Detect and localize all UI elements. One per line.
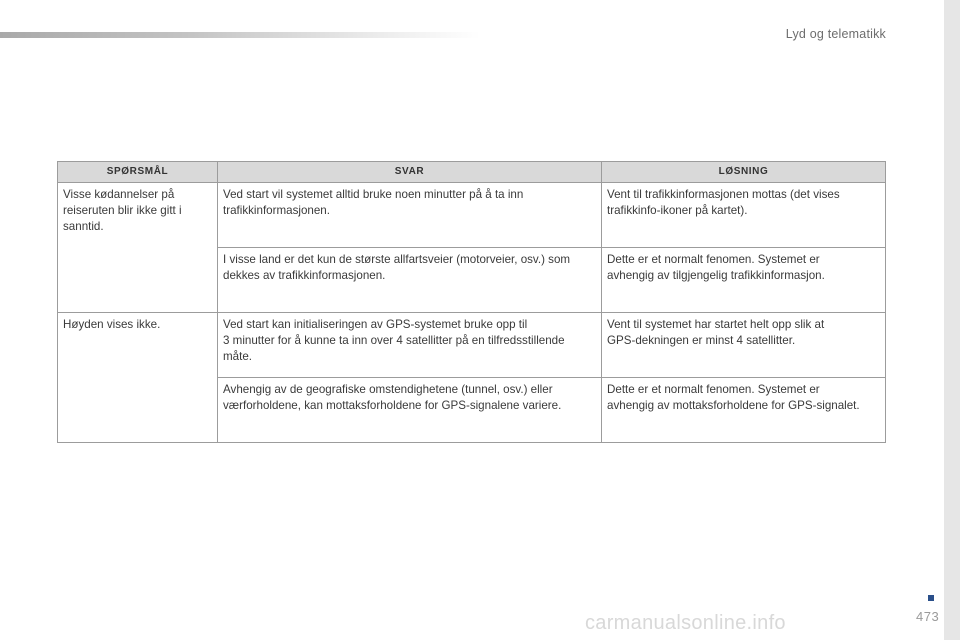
answer-text: Ved start kan initialiseringen av GPS-systemet bruke opp til 3 minutter for å kunne ta inn over 4 satellitter på en tilfredsstillende måte.	[223, 318, 565, 363]
column-header-question: SPØRSMÅL	[58, 162, 218, 183]
question-text: Høyden vises ikke.	[63, 318, 161, 331]
column-header-answer: SVAR	[218, 162, 602, 183]
solution-text: Dette er et normalt fenomen. Systemet er avhengig av tilgjengelig trafikkinformasjon.	[607, 253, 825, 282]
question-cell	[58, 183, 218, 313]
table-row	[58, 183, 886, 248]
solution-cell	[602, 248, 886, 313]
answer-cell	[218, 248, 602, 313]
page-edge-strip	[944, 0, 960, 640]
answer-text: Avhengig av de geografiske omstendighetene (tunnel, osv.) eller værforholdene, kan mottaksforholdene for GPS-signalene variere.	[223, 383, 562, 412]
solution-cell	[602, 183, 886, 248]
table-header-row	[58, 162, 886, 183]
answer-text: I visse land er det kun de største allfartsveier (motorveier, osv.) som dekkes av trafikkinformasjonen.	[223, 253, 571, 282]
solution-cell	[602, 313, 886, 378]
solution-text: Vent til systemet har startet helt opp slik at GPS-dekningen er minst 4 satellitter.	[607, 318, 825, 347]
page-number: 473	[916, 609, 940, 624]
solution-cell	[602, 378, 886, 443]
troubleshooting-table	[57, 161, 886, 443]
solution-text: Vent til trafikkinformasjonen mottas (det vises trafikkinfo-ikoner på kartet).	[607, 188, 840, 217]
column-header-solution: LØSNING	[602, 162, 886, 183]
page-marker	[928, 595, 934, 601]
answer-text: Ved start vil systemet alltid bruke noen minutter på å ta inn trafikkinformasjonen.	[223, 188, 524, 217]
table-row	[58, 313, 886, 378]
section-title: Lyd og telematikk	[785, 27, 886, 41]
question-text: Visse kødannelser på reiseruten blir ikke gitt i sanntid.	[63, 188, 182, 233]
watermark: carmanualsonline.info	[585, 612, 786, 634]
header-gradient-bar	[0, 32, 480, 38]
answer-cell	[218, 378, 602, 443]
answer-cell	[218, 183, 602, 248]
solution-text: Dette er et normalt fenomen. Systemet er avhengig av mottaksforholdene for GPS-signalet.	[607, 383, 860, 412]
answer-cell	[218, 313, 602, 378]
question-cell	[58, 313, 218, 443]
